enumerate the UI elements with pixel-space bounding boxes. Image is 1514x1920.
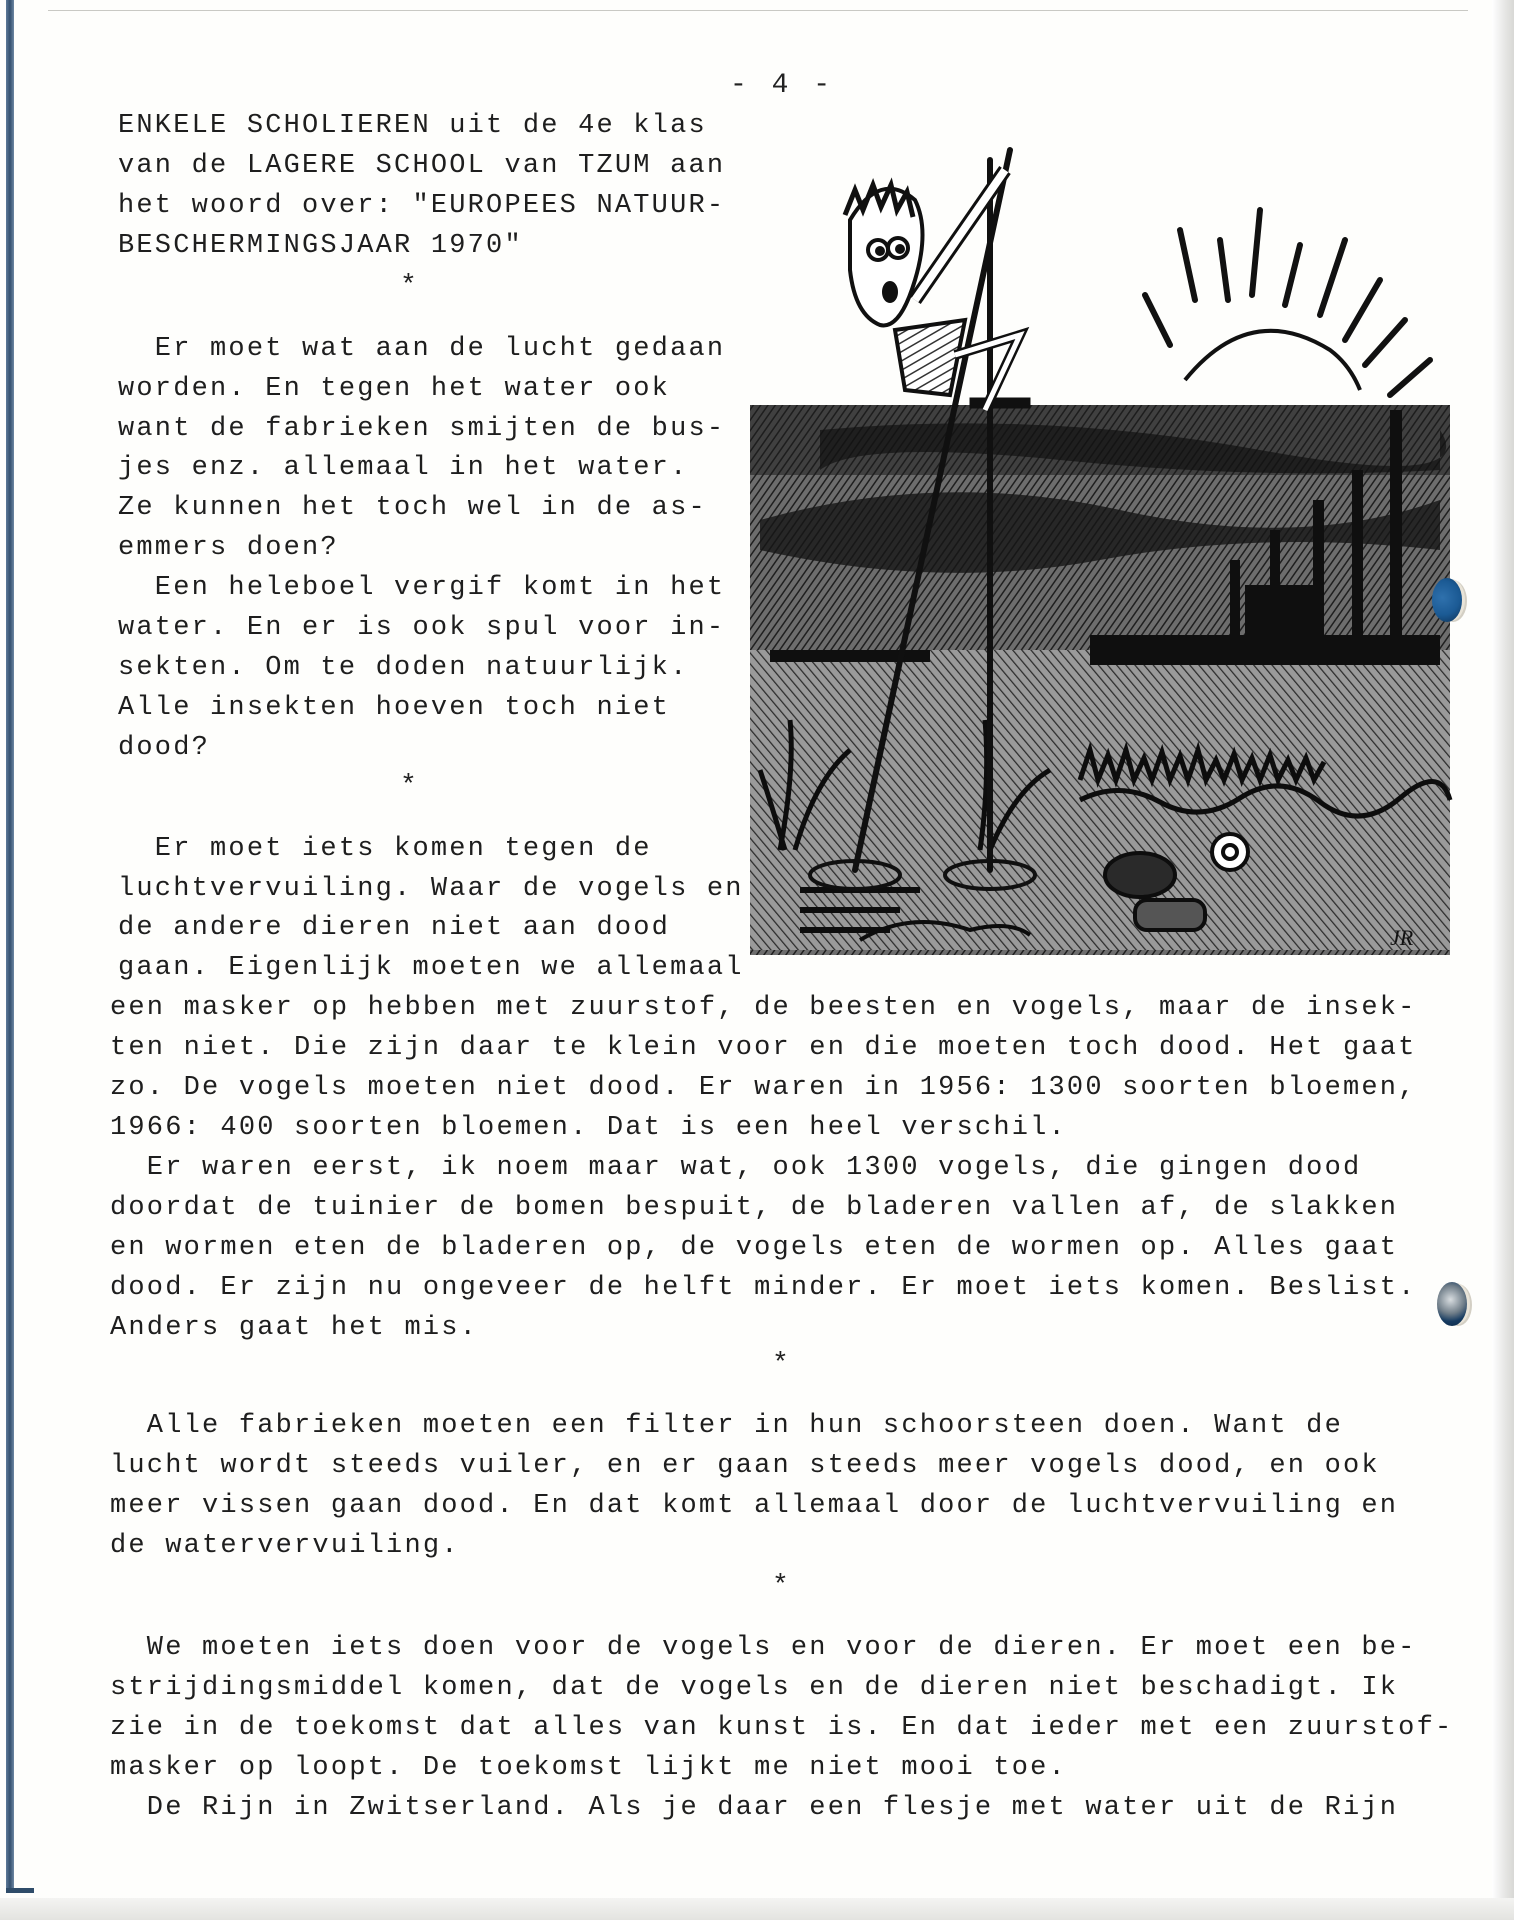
- text-line: water. En er is ook spul voor in-: [118, 613, 726, 643]
- text-line: Er moet wat aan de lucht gedaan: [118, 334, 726, 364]
- text-line: een masker op hebben met zuurstof, de beesten en vogels, maar de insek-: [110, 993, 1417, 1023]
- far-shoreline: [770, 650, 930, 662]
- striped-shirt: [895, 320, 965, 395]
- text-line: want de fabrieken smijten de bus-: [118, 414, 726, 444]
- text-line: sekten. Om te doden natuurlijk.: [118, 653, 689, 683]
- text-line: Alle fabrieken moeten een filter in hun schoorsteen doen. Want de: [110, 1411, 1343, 1441]
- sun-rays: [1145, 210, 1430, 395]
- section-separator: *: [772, 1349, 789, 1380]
- text-line: luchtvervuiling. Waar de vogels en: [118, 874, 744, 904]
- text-line: Er moet iets komen tegen de: [118, 834, 652, 864]
- chimney: [1313, 500, 1324, 640]
- page-bottom-shadow: [0, 1898, 1514, 1920]
- text-line: dood. Er zijn nu ongeveer de helft minder. Er moet iets komen. Beslist.: [110, 1273, 1417, 1303]
- text-line: gaan. Eigenlijk moeten we allemaal: [118, 953, 744, 983]
- text-line: jes enz. allemaal in het water.: [118, 453, 689, 483]
- tin-can: [1105, 853, 1175, 897]
- text-line: emmers doen?: [118, 533, 339, 563]
- text-line: Alle insekten hoeven toch niet: [118, 693, 671, 723]
- page-right-shadow: [1492, 0, 1514, 1920]
- text-line: 1966: 400 soorten bloemen. Dat is een heel verschil.: [110, 1113, 1067, 1143]
- section-separator: *: [772, 1571, 789, 1602]
- sun-arc: [1185, 331, 1360, 390]
- text-line: lucht wordt steeds vuiler, en er gaan steeds meer vogels dood, en ook: [110, 1451, 1380, 1481]
- title-line: ENKELE SCHOLIEREN uit de 4e klas: [118, 111, 707, 141]
- page-number: - 4 -: [730, 70, 835, 101]
- title-line: het woord over: "EUROPEES NATUUR-: [118, 191, 726, 221]
- pollution-cartoon: [740, 130, 1460, 1000]
- snail-shell: [1212, 834, 1248, 870]
- chimney: [1352, 470, 1363, 640]
- mouth: [884, 283, 896, 301]
- text-line: masker op loopt. De toekomst lijkt me niet mooi toe.: [110, 1753, 1067, 1783]
- text-line: meer vissen gaan dood. En dat komt allemaal door de luchtvervuiling en: [110, 1491, 1399, 1521]
- man-on-stilts: [845, 170, 1020, 410]
- title-line: BESCHERMINGSJAAR 1970": [118, 231, 523, 261]
- chimney: [1270, 530, 1280, 640]
- section-separator: *: [400, 271, 417, 302]
- section-separator: *: [400, 771, 417, 802]
- text-line: zo. De vogels moeten niet dood. Er waren in 1956: 1300 soorten bloemen,: [110, 1073, 1417, 1103]
- text-line: en wormen eten de bladeren op, de vogels eten de wormen op. Alles gaat: [110, 1233, 1399, 1263]
- sun: [1145, 210, 1430, 395]
- text-line: We moeten iets doen voor de vogels en voor de dieren. Er moet een be-: [110, 1633, 1417, 1663]
- binder-hole: [1437, 1282, 1467, 1326]
- text-line: dood?: [118, 733, 211, 763]
- text-line: doordat de tuinier de bomen bespuit, de bladeren vallen af, de slakken: [110, 1193, 1399, 1223]
- title-line: van de LAGERE SCHOOL van TZUM aan: [118, 151, 726, 181]
- binder-hole: [1432, 578, 1462, 622]
- text-line: zie in de toekomst dat alles van kunst is. En dat ieder met een zuurstof-: [110, 1713, 1454, 1743]
- text-line: de andere dieren niet aan dood: [118, 913, 671, 943]
- artist-signature: JR: [1390, 925, 1414, 950]
- can-pieces: [1135, 900, 1205, 930]
- chimney: [1230, 560, 1240, 640]
- page-top-edge: [48, 10, 1468, 11]
- text-line: strijdingsmiddel komen, dat de vogels en de dieren niet beschadigt. Ik: [110, 1673, 1399, 1703]
- text-line: De Rijn in Zwitserland. Als je daar een flesje met water uit de Rijn: [110, 1793, 1399, 1823]
- text-line: de watervervuiling.: [110, 1531, 460, 1561]
- text-line: Ze kunnen het toch wel in de as-: [118, 493, 707, 523]
- chimney: [1390, 410, 1402, 640]
- text-line: Een heleboel vergif komt in het: [118, 573, 726, 603]
- binder-edge: [6, 0, 14, 1890]
- text-line: Anders gaat het mis.: [110, 1313, 479, 1343]
- text-line: worden. En tegen het water ook: [118, 374, 671, 404]
- cartoon-illustration: [740, 130, 1460, 1000]
- ground-shading: [750, 650, 1450, 950]
- text-line: ten niet. Die zijn daar te klein voor en die moeten toch dood. Het gaat: [110, 1033, 1417, 1063]
- text-line: Er waren eerst, ik noem maar wat, ook 1300 vogels, die gingen dood: [110, 1153, 1362, 1183]
- binder-edge-cap: [6, 1888, 34, 1893]
- foot-rest: [970, 398, 1030, 408]
